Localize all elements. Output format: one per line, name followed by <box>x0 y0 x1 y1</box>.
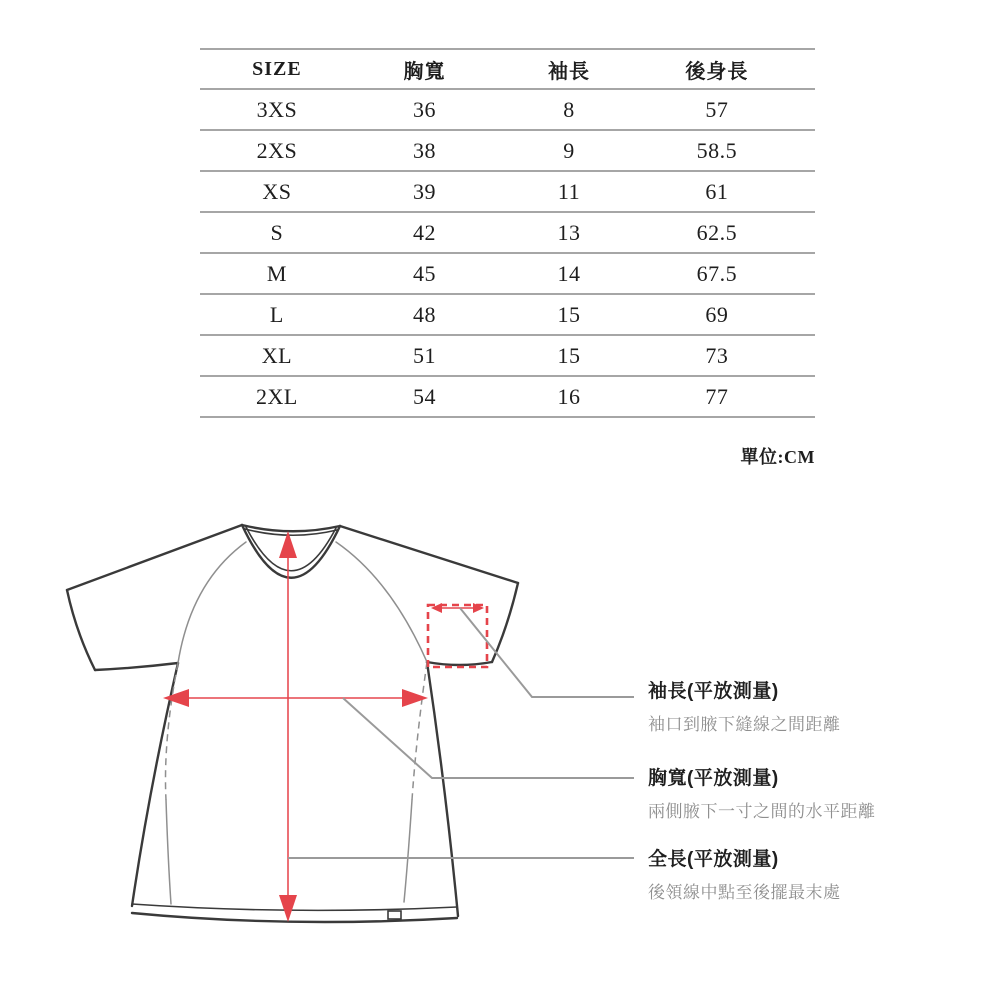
hem-tag <box>388 911 401 919</box>
annotation-chest-width <box>648 763 988 822</box>
length-arrow <box>279 531 297 922</box>
measurement-value: 48 <box>412 301 436 327</box>
tshirt-measurement-diagram <box>40 500 660 960</box>
annotation-sleeve-length-title: 袖長(平放測量) <box>648 681 779 702</box>
annotation-full-length <box>648 844 988 903</box>
column-header-chest-width: 胸寬 <box>403 60 446 83</box>
measurement-value: 16 <box>557 383 581 409</box>
measurement-value: 67.5 <box>696 260 738 286</box>
size-table-row <box>200 212 815 253</box>
column-header-back-length: 後身長 <box>685 60 749 83</box>
measurement-value: 69 <box>705 301 729 327</box>
annotation-sleeve-length <box>648 676 988 735</box>
unit-note: 單位:CM <box>740 447 815 467</box>
measurement-value: 42 <box>412 219 436 245</box>
leader-chest-width <box>343 698 634 778</box>
chest-width-arrow <box>163 689 428 707</box>
measurement-value: 58.5 <box>696 137 738 163</box>
column-header-size: SIZE <box>252 57 302 80</box>
size-table-row <box>200 253 815 294</box>
leader-lines <box>288 608 634 858</box>
measurement-value: 15 <box>557 342 581 368</box>
column-header-sleeve-length: 袖長 <box>547 60 590 83</box>
size-label: 2XL <box>255 383 298 409</box>
measurement-value: 77 <box>705 383 729 409</box>
size-table-header-row <box>200 49 815 89</box>
size-table-row <box>200 294 815 335</box>
annotation-chest-width-title: 胸寬(平放測量) <box>648 768 779 789</box>
size-table-row <box>200 130 815 171</box>
measurement-value: 13 <box>557 219 581 245</box>
measurement-value: 9 <box>563 137 575 163</box>
size-label: XL <box>261 342 293 368</box>
size-label: 3XS <box>256 96 298 122</box>
annotation-full-length-title: 全長(平放測量) <box>648 849 779 870</box>
measurement-value: 38 <box>412 137 436 163</box>
measurement-value: 15 <box>557 301 581 327</box>
size-table-row <box>200 171 815 212</box>
tshirt-outline <box>67 525 518 922</box>
measurement-value: 45 <box>412 260 436 286</box>
size-table-row <box>200 335 815 376</box>
measurement-value: 62.5 <box>696 219 738 245</box>
measurement-value: 8 <box>563 96 575 122</box>
annotation-full-length-desc: 後領線中點至後擺最末處 <box>648 883 841 902</box>
measurement-value: 36 <box>412 96 436 122</box>
measurement-value: 11 <box>557 178 581 204</box>
measurement-value: 14 <box>557 260 581 286</box>
measurement-value: 39 <box>412 178 436 204</box>
measurement-value: 51 <box>412 342 436 368</box>
size-table-row <box>200 89 815 130</box>
size-label: L <box>269 301 284 327</box>
sleeve-measure-box <box>428 603 487 667</box>
size-label: XS <box>262 178 292 204</box>
tshirt-seams <box>166 542 428 904</box>
measurement-value: 57 <box>705 96 729 122</box>
measurement-value: 73 <box>705 342 729 368</box>
measurement-value: 61 <box>705 178 729 204</box>
measurement-value: 54 <box>412 383 436 409</box>
annotation-sleeve-length-desc: 袖口到腋下縫線之間距離 <box>648 715 841 734</box>
size-table <box>200 48 815 418</box>
annotation-chest-width-desc: 兩側腋下一寸之間的水平距離 <box>648 802 876 821</box>
size-table-row <box>200 376 815 417</box>
size-label: 2XS <box>256 137 298 163</box>
size-label: S <box>270 219 284 245</box>
size-label: M <box>266 260 287 286</box>
size-chart-section <box>200 48 815 418</box>
